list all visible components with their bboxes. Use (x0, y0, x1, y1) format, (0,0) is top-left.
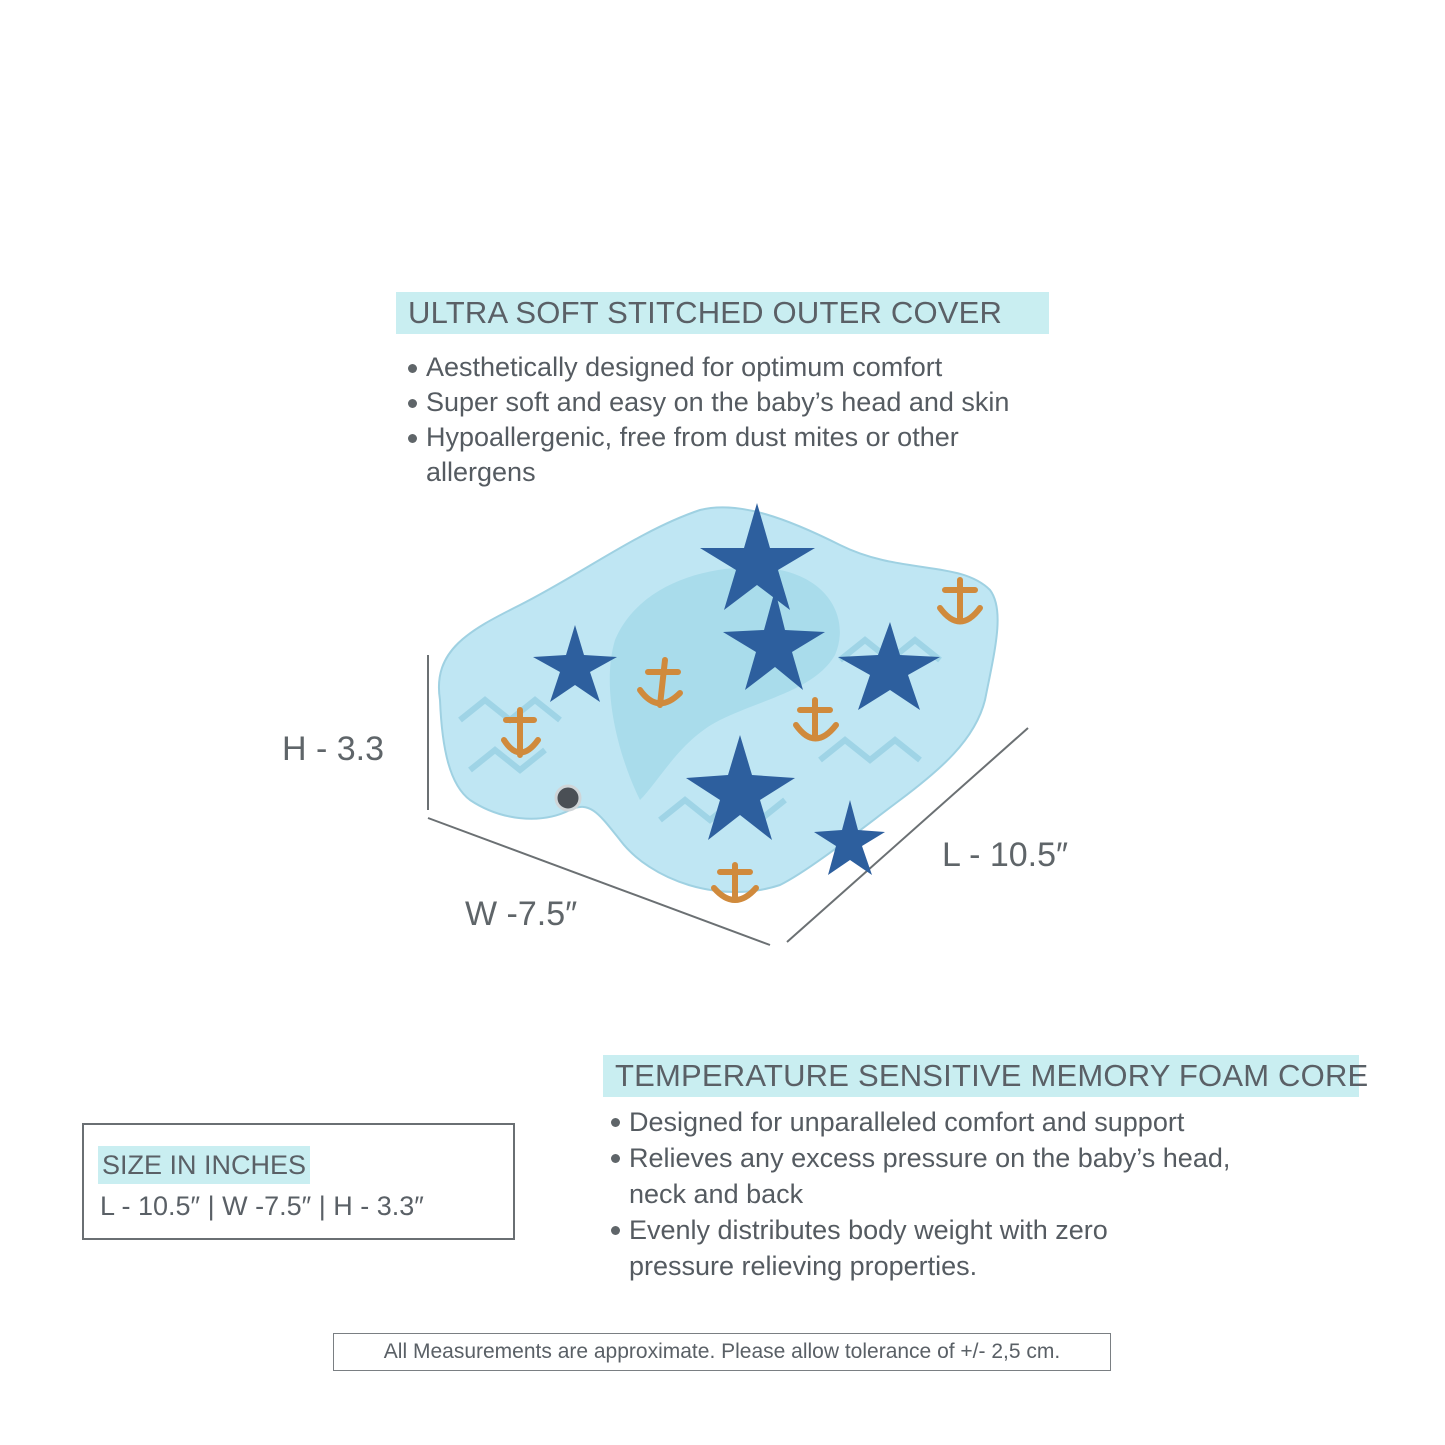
cover-heading: ULTRA SOFT STITCHED OUTER COVER (396, 292, 1049, 334)
core-bullet: Evenly distributes body weight with zero pressure relieving properties. (607, 1212, 1169, 1284)
height-label: H - 3.3 (282, 730, 385, 768)
cover-bullet: Super soft and easy on the baby’s head and skin (404, 385, 1064, 420)
core-bullet: Designed for unparalleled comfort and support (607, 1104, 1287, 1140)
snap-button (556, 786, 580, 810)
cover-bullet: Hypoallergenic, free from dust mites or other allergens (404, 420, 1016, 490)
core-bullet-list (607, 1104, 1287, 1284)
core-heading: TEMPERATURE SENSITIVE MEMORY FOAM CORE (603, 1055, 1359, 1097)
cover-bullet: Aesthetically designed for optimum comfort (404, 350, 1064, 385)
size-title: SIZE IN INCHES (98, 1146, 310, 1184)
pillow-image (439, 503, 998, 900)
width-label: W -7.5″ (465, 895, 578, 933)
measurement-note: All Measurements are approximate. Please allow tolerance of +/- 2,5 cm. (333, 1333, 1111, 1371)
size-values: L - 10.5″ | W -7.5″ | H - 3.3″ (100, 1191, 424, 1221)
size-summary-box (82, 1123, 515, 1240)
length-label: L - 10.5″ (942, 836, 1069, 874)
core-bullet: Relieves any excess pressure on the baby’s head, neck and back (607, 1140, 1279, 1212)
